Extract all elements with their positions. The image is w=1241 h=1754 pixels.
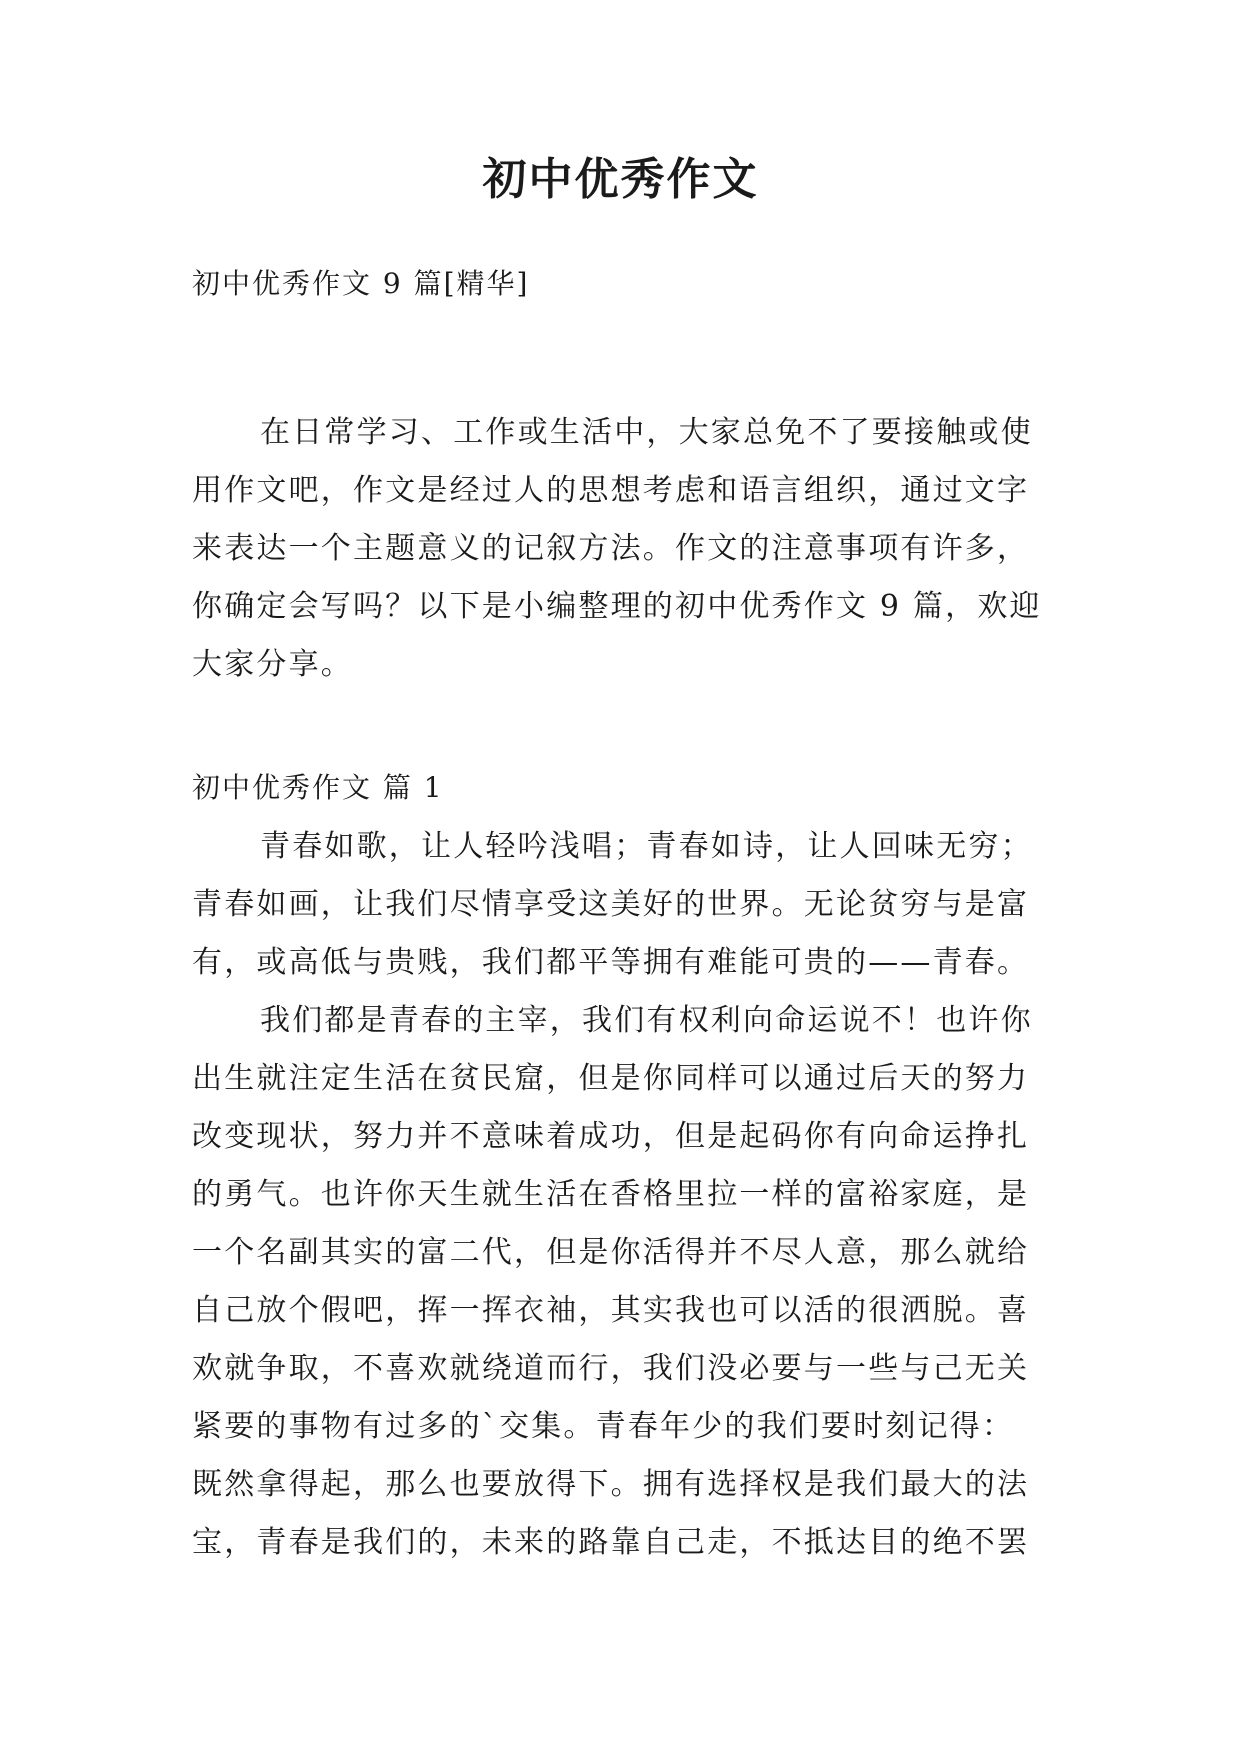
paragraph-line: 我们都是青春的主宰，我们有权利向命运说不！也许你 bbox=[260, 1003, 1033, 1038]
intro-line: 在日常学习、工作或生活中，大家总免不了要接触或使 bbox=[260, 415, 1033, 450]
paragraph-line: 一个名副其实的富二代，但是你活得并不尽人意，那么就给 bbox=[192, 1235, 1030, 1270]
essay-paragraph-2 bbox=[192, 992, 1052, 1572]
paragraph-line: 出生就注定生活在贫民窟，但是你同样可以通过后天的努力 bbox=[192, 1061, 1030, 1096]
section-heading: 初中优秀作文 篇 1 bbox=[192, 771, 444, 804]
intro-line: 用作文吧，作文是经过人的思想考虑和语言组织，通过文字 bbox=[192, 473, 1030, 508]
paragraph-line: 自己放个假吧，挥一挥衣袖，其实我也可以活的很洒脱。喜 bbox=[192, 1293, 1030, 1328]
document-title: 初中优秀作文 bbox=[482, 154, 759, 205]
paragraph-line: 紧要的事物有过多的`交集。青春年少的我们要时刻记得： bbox=[192, 1409, 1015, 1444]
paragraph-line: 欢就争取，不喜欢就绕道而行，我们没必要与一些与己无关 bbox=[192, 1351, 1030, 1386]
paragraph-line: 青春如歌，让人轻吟浅唱；青春如诗，让人回味无穷； bbox=[260, 829, 1033, 864]
paragraph-line: 既然拿得起，那么也要放得下。拥有选择权是我们最大的法 bbox=[192, 1467, 1030, 1502]
intro-line: 你确定会写吗？以下是小编整理的初中优秀作文 9 篇，欢迎 bbox=[192, 589, 1042, 624]
paragraph-line: 有，或高低与贵贱，我们都平等拥有难能可贵的——青春。 bbox=[192, 945, 1030, 980]
paragraph-line: 改变现状，努力并不意味着成功，但是起码你有向命运挣扎 bbox=[192, 1119, 1030, 1154]
paragraph-line: 的勇气。也许你天生就生活在香格里拉一样的富裕家庭，是 bbox=[192, 1177, 1030, 1212]
paragraph-line: 宝，青春是我们的，未来的路靠自己走，不抵达目的绝不罢 bbox=[192, 1525, 1030, 1560]
document-subtitle: 初中优秀作文 9 篇[精华] bbox=[192, 267, 530, 300]
essay-paragraph-1 bbox=[192, 818, 1052, 992]
intro-paragraph bbox=[192, 404, 1052, 694]
intro-line: 大家分享。 bbox=[192, 647, 353, 682]
paragraph-line: 青春如画，让我们尽情享受这美好的世界。无论贫穷与是富 bbox=[192, 887, 1030, 922]
intro-line: 来表达一个主题意义的记叙方法。作文的注意事项有许多， bbox=[192, 531, 1030, 566]
